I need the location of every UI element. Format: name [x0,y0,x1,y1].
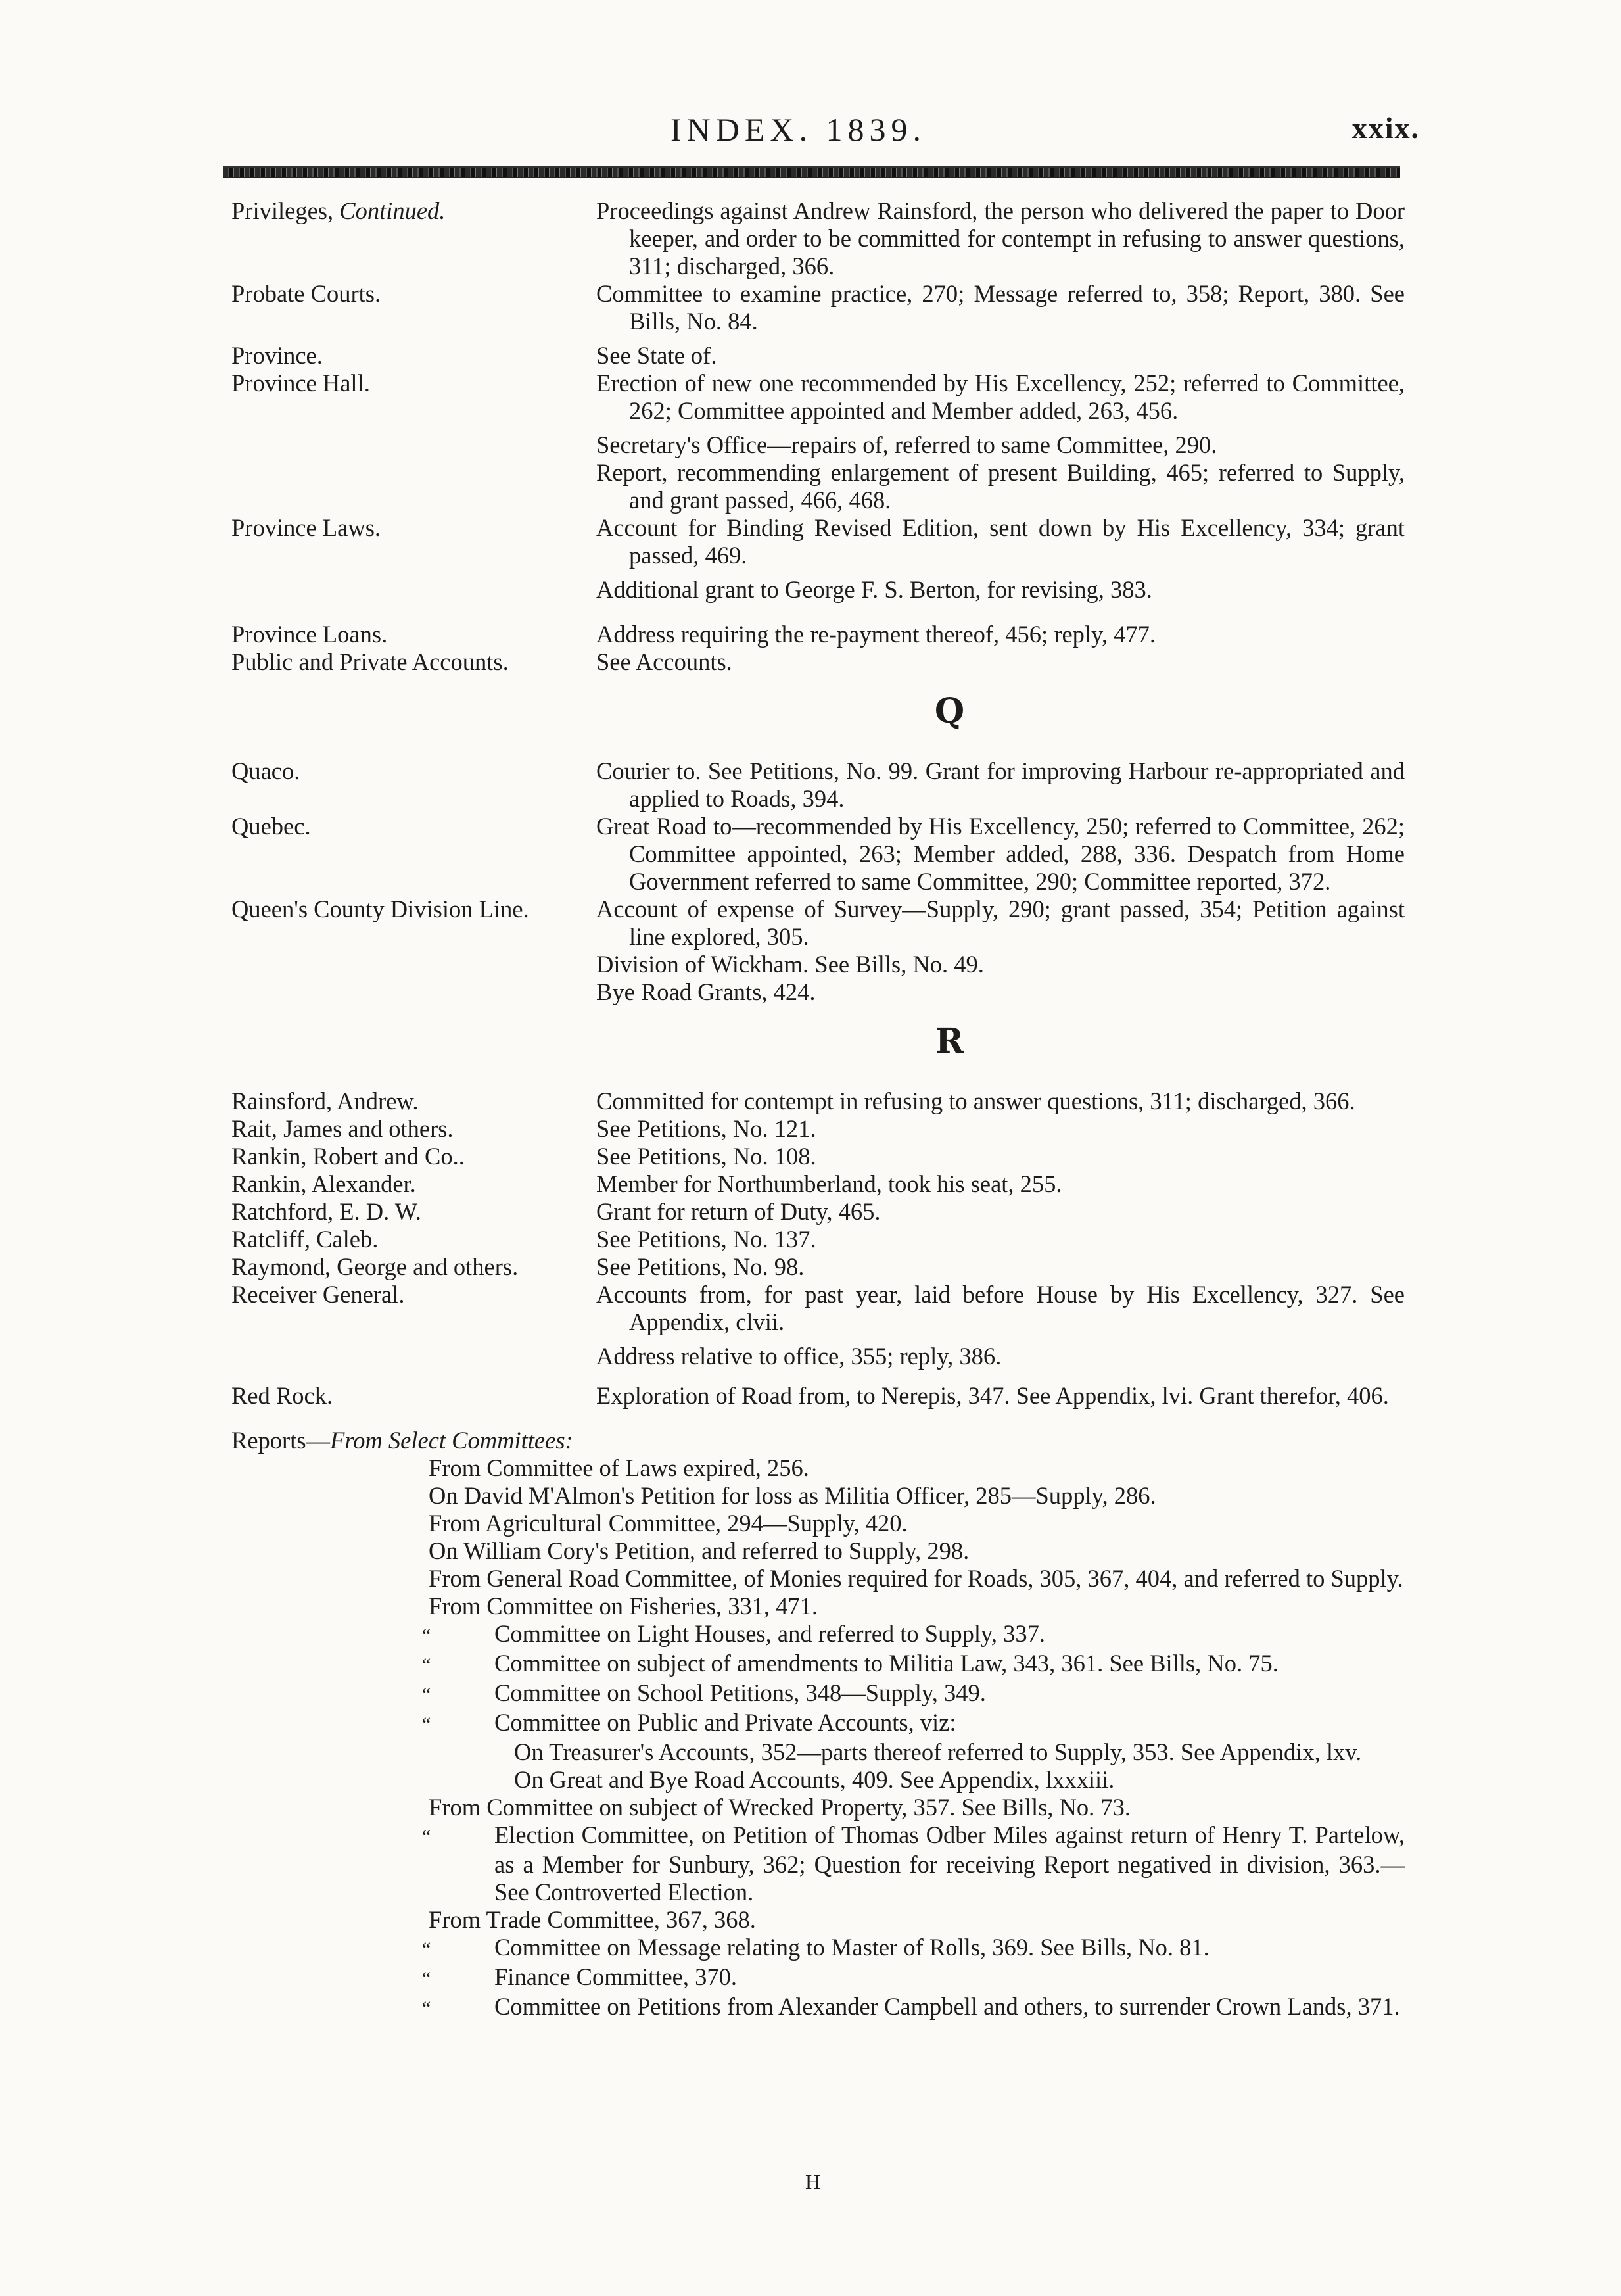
entry-text: Additional grant to George F. S. Berton, for revising, 383. [596,576,1152,603]
entry-term: Rankin, Alexander. [231,1170,416,1197]
index-entry-province [231,342,1405,370]
index-entry-privileges [231,197,1405,280]
index-entry-public-private-accounts [231,648,1405,676]
entry-text: Report, recommending enlargement of present Building, 465; referred to Supply, and grant passed, 466, 468. [596,459,1405,514]
entry-text: Address relative to office, 355; reply, 386. [596,1343,1002,1370]
report-item: From Agricultural Committee, 294—Supply, 420. [429,1510,908,1537]
entry-text: Accounts from, for past year, laid before House by His Excellency, 327. See Appendix, clvii. [596,1281,1405,1335]
report-ditto-item: “ Finance Committee, 370. [422,1963,1405,1993]
entry-text: See State of. [596,342,717,369]
report-item: From Committee on subject of Wrecked Property, 357. See Bills, No. 73. [429,1794,1131,1821]
index-entry-ratchford [231,1198,1405,1226]
page-number: xxix. [1351,111,1420,145]
entry-term: Public and Private Accounts. [231,648,509,675]
report-ditto-item: “ Committee on Message relating to Master of Rolls, 369. See Bills, No. 81. [422,1934,1405,1963]
ditto-mark: “ [422,1997,431,2019]
index-entry-probate-courts [231,280,1405,335]
signature-mark: H [805,2170,821,2193]
entry-text: See Petitions, No. 137. [596,1226,816,1253]
report-ditto-item: “ Election Committee, on Petition of Thomas Odber Miles against return of Henry T. Partelow, as a Member for Sunbury, 362; Question for receiving Report negatived in division, 363.—See Controverted Election. [422,1821,1405,1905]
index-entry-province-laws [231,514,1405,569]
report-ditto-item: “ Committee on School Petitions, 348—Supply, 349. [422,1679,1405,1709]
page-title: INDEX. 1839. [670,111,927,148]
entry-term: Province Hall. [231,370,370,396]
ditto-mark: “ [422,1684,431,1706]
report-item: From General Road Committee, of Monies required for Roads, 305, 367, 404, and referred to Supply. [429,1565,1403,1592]
report-ditto-item: “ Committee on Light Houses, and referred to Supply, 337. [422,1620,1405,1650]
report-item: From Trade Committee, 367, 368. [429,1906,756,1933]
index-entry-rait [231,1115,1405,1143]
entry-text: Bye Road Grants, 424. [596,978,816,1005]
index-entry-ratcliff [231,1226,1405,1253]
report-item: From Committee on Fisheries, 331, 471. [429,1592,818,1619]
entry-text: Committee to examine practice, 270; Message referred to, 358; Report, 380. See Bills, No. 84. [596,280,1405,335]
entry-text: Exploration of Road from, to Nerepis, 347. See Appendix, lvi. Grant therefor, 406. [596,1382,1389,1409]
entry-text: See Accounts. [596,648,732,675]
entry-text: Secretary's Office—repairs of, referred to same Committee, 290. [596,431,1217,458]
entry-text: Proceedings against Andrew Rainsford, the person who delivered the paper to Door keeper, and order to be committed for contempt in refusing to answer questions, 311; discharged, 366. [596,197,1405,279]
section-letter-q: Q [934,691,965,731]
index-entry-queens-county-wickham [231,951,1405,978]
entry-text: Grant for return of Duty, 465. [596,1198,881,1225]
ditto-mark: “ [422,1968,431,1990]
index-entry-receiver-general [231,1281,1405,1336]
entry-term: Rait, James and others. [231,1115,454,1142]
entry-text: Account of expense of Survey—Supply, 290; grant passed, 354; Petition against line explored, 305. [596,896,1405,950]
ditto-mark: “ [422,1938,431,1960]
entry-term: Rainsford, Andrew. [231,1088,419,1114]
running-head [223,110,1420,156]
reports-heading: Reports—From Select Committees: [231,1427,573,1454]
entry-term: Province. [231,342,323,369]
entry-term: Ratchford, E. D. W. [231,1198,421,1225]
ditto-mark: “ [422,1713,431,1735]
index-entry-rainsford [231,1088,1405,1115]
entry-term: Province Laws. [231,514,381,541]
entry-term: Probate Courts. [231,280,381,307]
entry-term: Receiver General. [231,1281,405,1308]
entry-term: Rankin, Robert and Co.. [231,1143,465,1170]
entry-term: Province Loans. [231,621,388,648]
index-entry-red-rock [231,1382,1405,1410]
entry-text: Committed for contempt in refusing to answer questions, 311; discharged, 366. [596,1088,1355,1114]
report-ditto-item: “ Committee on Public and Private Accounts, viz: [422,1709,1405,1738]
entry-term: Ratcliff, Caleb. [231,1226,379,1253]
report-sub-item: On Great and Bye Road Accounts, 409. See Appendix, lxxxiii. [514,1766,1115,1793]
entry-text: See Petitions, No. 108. [596,1143,816,1170]
index-entry-quebec [231,813,1405,896]
index-entry-raymond [231,1253,1405,1281]
index-entry-receiver-general-address [231,1343,1405,1370]
index-entry-province-hall [231,370,1405,425]
entry-term: Quaco. [231,757,300,784]
entry-text: Address requiring the re-payment thereof, 456; reply, 477. [596,621,1156,648]
index-entry-quaco [231,757,1405,813]
entry-text: Account for Binding Revised Edition, sent down by His Excellency, 334; grant passed, 469. [596,514,1405,569]
index-body [231,197,1405,2022]
entry-text: Division of Wickham. See Bills, No. 49. [596,951,984,978]
index-entry-province-loans [231,621,1405,648]
entry-text: Erection of new one recommended by His Excellency, 252; referred to Committee, 262; Committee appointed and Member added, 263, 456. [596,370,1405,424]
entry-term: Red Rock. [231,1382,333,1409]
entry-text: Great Road to—recommended by His Excellency, 250; referred to Committee, 262; Committee appointed, 263; Member added, 288, 336. Despatch from Home Government referred to same Committee, 290; Committee reported, 372. [596,813,1405,895]
entry-term: Quebec. [231,813,311,840]
ditto-mark: “ [422,1625,431,1646]
entry-term: Privileges, Continued. [231,197,446,224]
index-entry-rankin-robert [231,1143,1405,1170]
ditto-mark: “ [422,1826,431,1848]
index-entry-province-laws-grant [231,576,1405,604]
index-entry-queens-county-bye-road [231,978,1405,1006]
report-sub-item: On Treasurer's Accounts, 352—parts thereof referred to Supply, 353. See Appendix, lxv. [514,1738,1362,1765]
entry-text: Member for Northumberland, took his seat, 255. [596,1170,1062,1197]
index-entry-queens-county [231,896,1405,951]
header-rule [223,166,1400,178]
section-letter-r: R [935,1021,964,1061]
index-entry-province-hall-secretary [231,431,1405,459]
entry-term: Raymond, George and others. [231,1253,519,1280]
entry-term: Queen's County Division Line. [231,896,529,922]
report-item: On David M'Almon's Petition for loss as Militia Officer, 285—Supply, 286. [429,1482,1156,1509]
report-item: From Committee of Laws expired, 256. [429,1454,809,1481]
index-entry-rankin-alexander [231,1170,1405,1198]
report-ditto-item: “ Committee on Petitions from Alexander Campbell and others, to surrender Crown Lands, 371. [422,1993,1405,2022]
entry-text: See Petitions, No. 98. [596,1253,805,1280]
ditto-mark: “ [422,1654,431,1676]
index-entry-province-hall-report [231,459,1405,514]
report-ditto-item: “ Committee on subject of amendments to Militia Law, 343, 361. See Bills, No. 75. [422,1650,1405,1679]
entry-text: Courier to. See Petitions, No. 99. Grant for improving Harbour re-appropriated and applied to Roads, 394. [596,757,1405,812]
report-item: On William Cory's Petition, and referred to Supply, 298. [429,1537,970,1564]
entry-text: See Petitions, No. 121. [596,1115,816,1142]
